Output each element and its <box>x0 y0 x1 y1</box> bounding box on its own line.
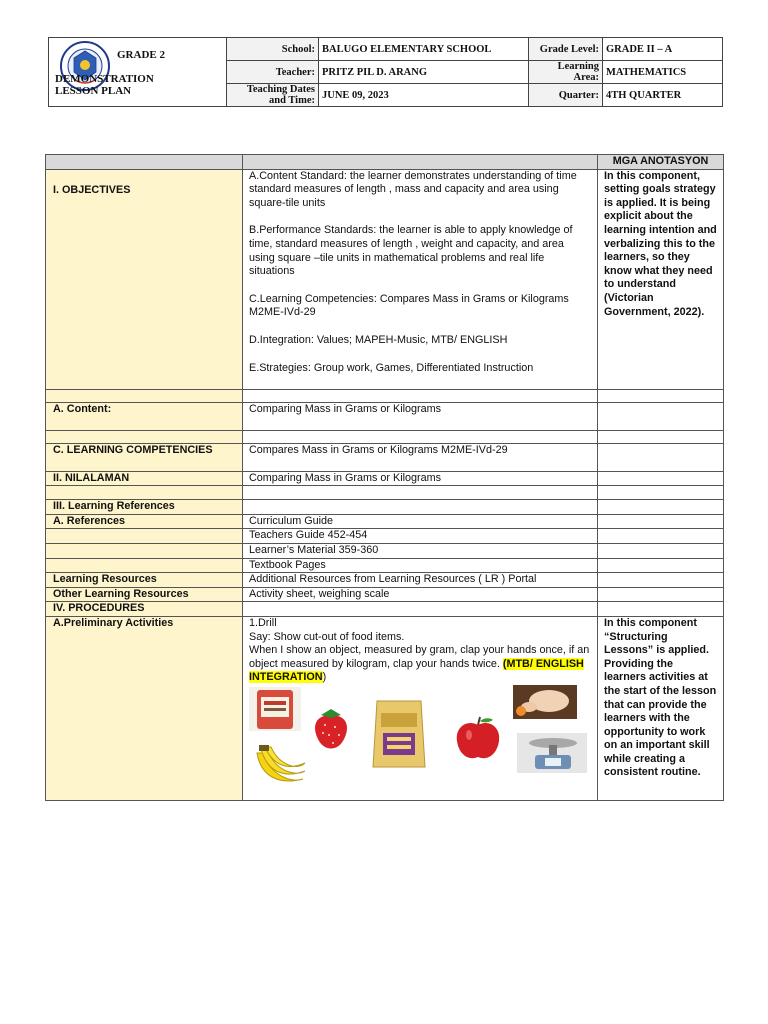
other-resources-value: Activity sheet, weighing scale <box>243 587 598 602</box>
header-table <box>48 37 723 107</box>
learning-area-value: MATHEMATICS <box>603 61 723 84</box>
grade-level-value: GRADE II – A <box>603 38 723 61</box>
procedures-row <box>46 602 724 617</box>
drill-text: When I show an object, measured by gram, clap your hands once, if an object measured by kilogram, clap your hands twice. <box>249 644 590 670</box>
blank-row <box>46 486 724 500</box>
references-row <box>46 514 724 529</box>
header-title-cell <box>49 38 227 107</box>
grade-title: GRADE 2 <box>117 49 165 61</box>
drill-title: 1.Drill <box>249 616 277 629</box>
reference-item: Teachers Guide 452-454 <box>243 529 598 544</box>
drill-say: Say: Show cut-out of food items. <box>249 630 405 643</box>
quarter-value: 4TH QUARTER <box>603 84 723 107</box>
integration: D.Integration: Values; MAPEH-Music, MTB/ ENGLISH <box>249 333 508 346</box>
rice-sack-image <box>371 697 427 773</box>
content-label: A. Content: <box>46 402 243 430</box>
other-resources-row <box>46 587 724 602</box>
drill-content <box>243 616 598 800</box>
flour-bag-image <box>249 687 301 731</box>
strategies: E.Strategies: Group work, Games, Differentiated Instruction <box>249 361 534 374</box>
reference-item: Learner’s Material 359-360 <box>243 543 598 558</box>
apple-image <box>453 715 503 761</box>
weighing-scale-image <box>517 733 587 773</box>
references-label: A. References <box>46 514 243 529</box>
competencies-row <box>46 443 724 471</box>
learning-references-row <box>46 500 724 515</box>
other-resources-label: Other Learning Resources <box>46 587 243 602</box>
preliminary-label: A.Preliminary Activities <box>46 616 243 800</box>
integration-close: ) <box>322 671 327 684</box>
procedures-label: IV. PROCEDURES <box>46 602 243 617</box>
notes-header: MGA ANOTASYON <box>598 155 724 170</box>
dates-label: Teaching Dates and Time: <box>227 84 319 107</box>
food-images <box>249 685 591 795</box>
quarter-label: Quarter: <box>529 84 603 107</box>
references-row <box>46 543 724 558</box>
plan-title-line1: DEMONSTRATION <box>55 73 154 85</box>
learning-resources-label: Learning Resources <box>46 573 243 588</box>
bananas-image <box>253 743 307 791</box>
nilalaman-label: II. NILALAMAN <box>46 471 243 486</box>
lesson-plan-table <box>45 154 724 801</box>
nilalaman-row <box>46 471 724 486</box>
objectives-content <box>243 169 598 389</box>
plan-title-line2: LESSON PLAN <box>55 85 132 97</box>
objectives-label: I. OBJECTIVES <box>46 169 243 389</box>
learning-area-label: Learning Area: <box>529 61 603 84</box>
objectives-row <box>46 169 724 389</box>
content-row <box>46 402 724 430</box>
learning-competencies: C.Learning Competencies: Compares Mass in Grams or Kilograms M2ME-IVd-29 <box>249 292 569 319</box>
blank-row <box>46 389 724 402</box>
references-row <box>46 529 724 544</box>
header-blank-cell <box>46 155 243 170</box>
learning-resources-value: Additional Resources from Learning Resources ( LR ) Portal <box>243 573 598 588</box>
nilalaman-value: Comparing Mass in Grams or Kilograms <box>243 471 598 486</box>
reference-item: Curriculum Guide <box>243 514 598 529</box>
dates-value: JUNE 09, 2023 <box>319 84 529 107</box>
competencies-label: C. LEARNING COMPETENCIES <box>46 443 243 471</box>
integration-highlight: (MTB/ ENGLISH INTEGRATION <box>249 657 584 684</box>
drill-instructions <box>249 644 591 685</box>
learning-resources-row <box>46 573 724 588</box>
content-value: Comparing Mass in Grams or Kilograms <box>243 402 598 430</box>
strawberry-image <box>309 705 353 755</box>
objectives-note: In this component, setting goals strategy is applied. It is being explicit about the learning intention and verbalizing this to the learners, so they know what they need to understand (Victorian Government, 2022). <box>598 169 724 389</box>
teacher-label: Teacher: <box>227 61 319 84</box>
header-blank-cell <box>243 155 598 170</box>
preliminary-note: In this component “Structuring Lessons” is applied. Providing the learners activities at the start of the lesson that can provide the learners with the opportunity to work on an important skill while creating a consistent routine. <box>598 616 724 800</box>
school-label: School: <box>227 38 319 61</box>
plan-title <box>55 73 154 97</box>
reference-item: Textbook Pages <box>243 558 598 573</box>
competencies-value: Compares Mass in Grams or Kilograms M2ME-IVd-29 <box>243 443 598 471</box>
table-header-row <box>46 155 724 170</box>
school-value: BALUGO ELEMENTARY SCHOOL <box>319 38 529 61</box>
references-row <box>46 558 724 573</box>
learning-references-label: III. Learning References <box>46 500 243 515</box>
teacher-value: PRITZ PIL D. ARANG <box>319 61 529 84</box>
performance-standards: B.Performance Standards: the learner is able to apply knowledge of time, standard measures of length , weight and capacity, and area using square –tile units in mathematical problems and real life situations <box>249 224 573 278</box>
preliminary-activities-row <box>46 616 724 800</box>
chicken-image <box>513 685 577 719</box>
blank-row <box>46 430 724 443</box>
content-standard: A.Content Standard: the learner demonstrates understanding of time standard measures of length , mass and capacity and area using square-tile units <box>249 169 577 209</box>
grade-level-label: Grade Level: <box>529 38 603 61</box>
